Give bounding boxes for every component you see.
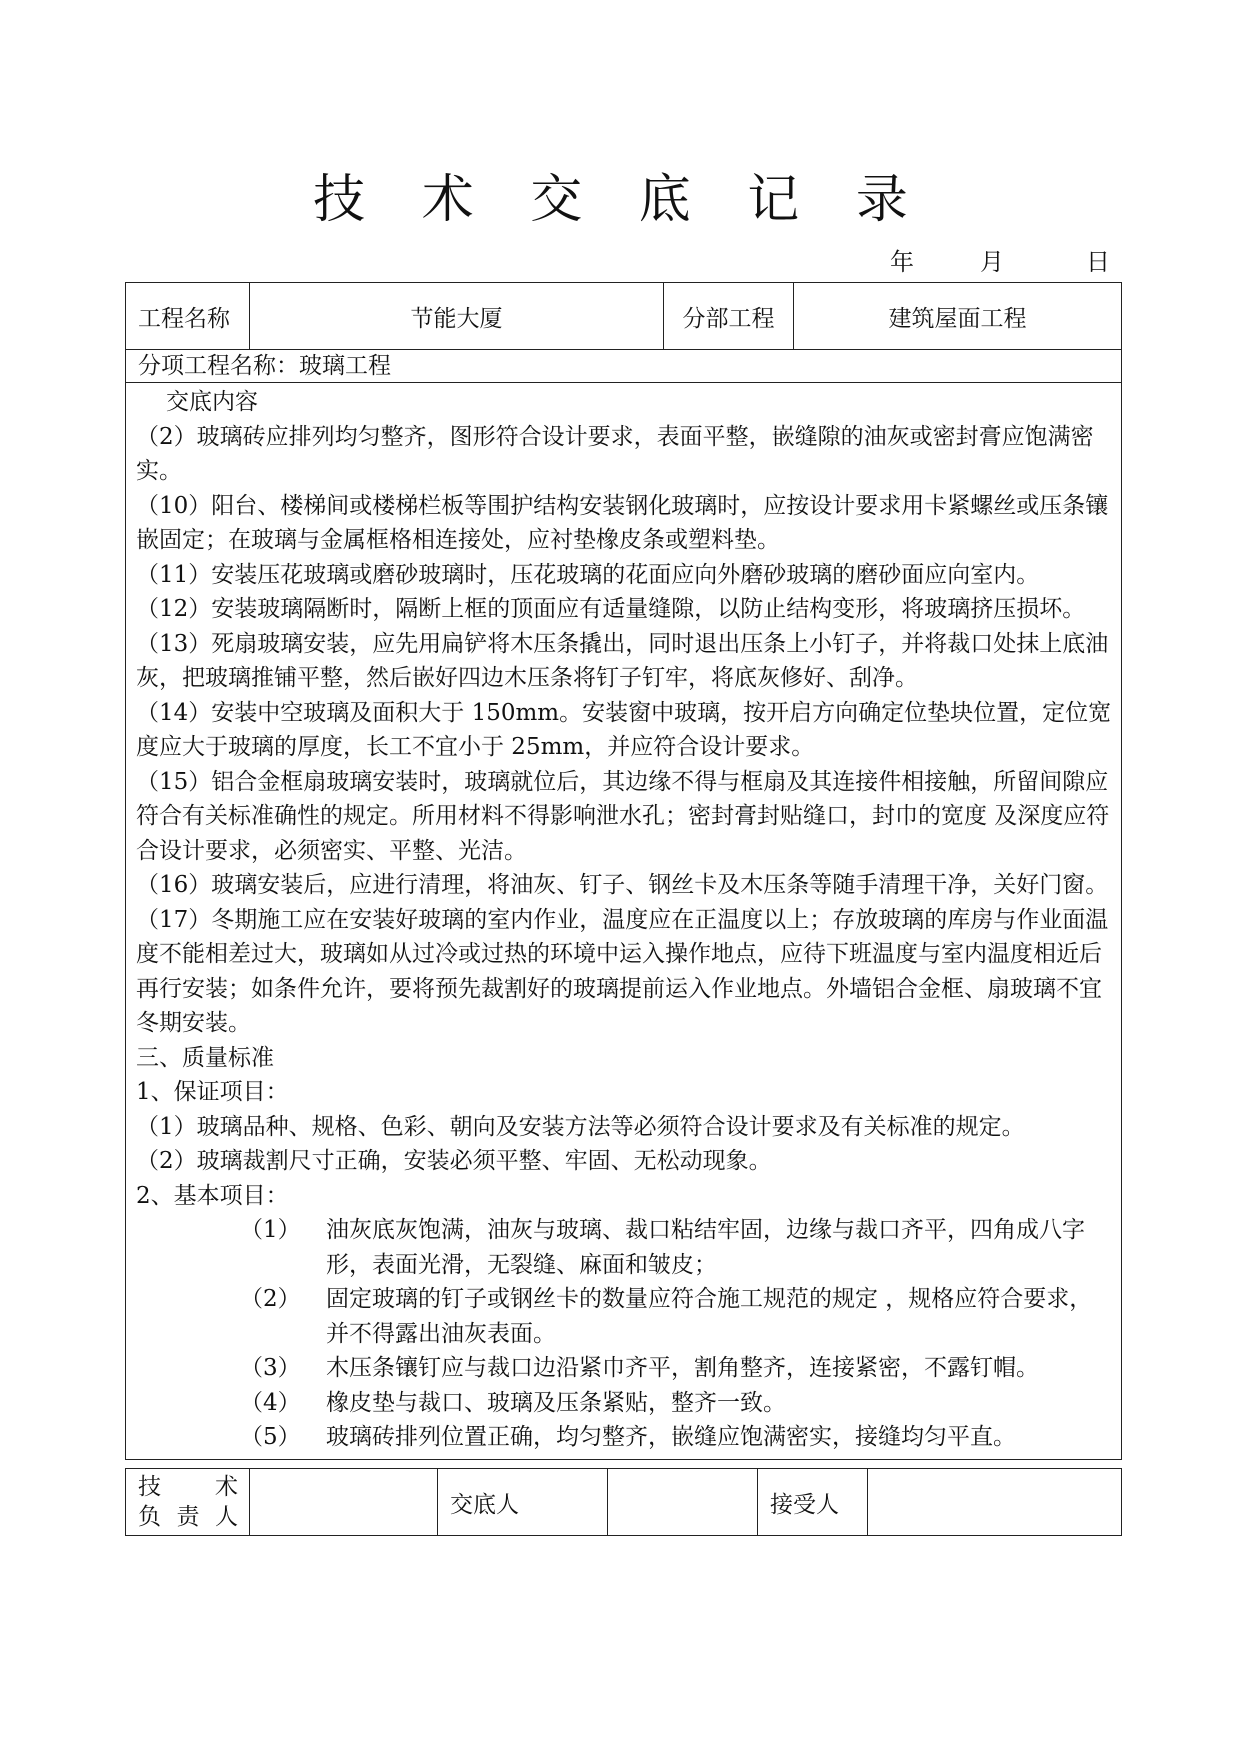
basic-item-number: （5） xyxy=(240,1424,301,1450)
basic-item xyxy=(136,1420,1113,1455)
content-paragraph: （15）铝合金框扇玻璃安装时，玻璃就位后，其边缘不得与框扇及其连接件相接触，所留间隙应符合有关标准确性的规定。所用材料不得影响泄水孔；密封膏封贴缝口，封巾的宽度 及深度应符合设计要求，必须密实、平整、光洁。 xyxy=(136,768,1110,864)
content-paragraph: （2）玻璃砖应排列均匀整齐，图形符合设计要求，表面平整，嵌缝隙的油灰或密封膏应饱满密实。 xyxy=(136,423,1094,484)
content-paragraph: （14）安装中空玻璃及面积大于 150mm。安装窗中玻璃，按开启方向确定位垫块位置，定位宽度应大于玻璃的厚度，长工不宜小于 25mm，并应符合设计要求。 xyxy=(136,699,1112,760)
content-paragraph: （10）阳台、楼梯间或楼梯栏板等围护结构安装钢化玻璃时，应按设计要求用卡紧螺丝或压条镶嵌固定；在玻璃与金属框格相连接处，应衬垫橡皮条或塑料垫。 xyxy=(136,492,1109,553)
basic-item-text: 油灰底灰饱满，油灰与玻璃、裁口粘结牢固，边缘与裁口齐平，四角成八字形，表面光滑，无裂缝、麻面和皱皮； xyxy=(326,1217,1085,1278)
receiver-signature-field[interactable] xyxy=(868,1469,1122,1536)
project-name-label: 工程名称 xyxy=(126,283,250,350)
tech-lead-char: 负 xyxy=(138,1504,161,1530)
tech-lead-char: 技 xyxy=(138,1474,161,1500)
basic-item-number: （4） xyxy=(240,1389,301,1416)
basic-item-number: （1） xyxy=(240,1217,301,1243)
content-paragraph: （12）安装玻璃隔断时，隔断上框的顶面应有适量缝隙，以防止结构变形，将玻璃挤压损坏。 xyxy=(136,596,1086,622)
division-value: 建筑屋面工程 xyxy=(794,283,1122,350)
basic-item xyxy=(136,1282,1113,1351)
disclosure-table xyxy=(125,282,1122,1460)
content-row xyxy=(126,383,1122,1460)
handover-label: 交底人 xyxy=(438,1469,608,1536)
date-year-label: 年 xyxy=(890,248,914,276)
handover-signature-field[interactable] xyxy=(608,1469,758,1536)
content-paragraph: （11）安装压花玻璃或磨砂玻璃时，压花玻璃的花面应向外磨砂玻璃的磨砂面应向室内。 xyxy=(136,561,1040,588)
receiver-label: 接受人 xyxy=(758,1469,868,1536)
header-row xyxy=(126,283,1122,350)
basic-item-text: 固定玻璃的钉子或钢丝卡的数量应符合施工规范的规定 ，规格应符合要求，并不得露出油灰表面。 xyxy=(326,1286,1093,1347)
basic-item-text: 橡皮垫与裁口、玻璃及压条紧贴，整齐一致。 xyxy=(326,1389,786,1416)
tech-lead-char: 术 xyxy=(215,1474,238,1500)
basic-item xyxy=(136,1351,1113,1386)
basic-item-text: 木压条镶钉应与裁口边沿紧巾齐平，割角整齐，连接紧密，不露钉帽。 xyxy=(326,1355,1039,1381)
date-day-label: 日 xyxy=(1086,248,1110,276)
signature-row xyxy=(126,1469,1122,1536)
quality-heading: 三、质量标准 xyxy=(136,1044,274,1071)
content-heading: 交底内容 xyxy=(166,389,258,415)
content-paragraph: （13）死扇玻璃安装，应先用扁铲将木压条撬出，同时退出压条上小钉子，并将裁口处抹上底油灰，把玻璃推铺平整，然后嵌好四边木压条将钉子钉牢，将底灰修好、刮净。 xyxy=(136,630,1109,691)
project-name-value: 节能大厦 xyxy=(250,283,664,350)
content-paragraph: （17）冬期施工应在安装好玻璃的室内作业，温度应在正温度以上；存放玻璃的库房与作业面温度不能相差过大，玻璃如从过冷或过热的环境中运入操作地点，应待下班温度与室内温度相近后再行安装；如条件允许，要将预先裁割好的玻璃提前运入作业地点。外墙铝合金框、扇玻璃不宜冬期安装。 xyxy=(136,906,1109,1036)
content-cell xyxy=(126,383,1122,1460)
guarantee-heading: 1、保证项目： xyxy=(136,1079,289,1105)
date-month-label: 月 xyxy=(980,248,1004,276)
document-title: 技 术 交 底 记 录 xyxy=(313,170,928,230)
content-paragraph: （16）玻璃安装后，应进行清理，将油灰、钉子、钢丝卡及木压条等随手清理干净，关好门窗。 xyxy=(136,872,1109,898)
basic-item-number: （2） xyxy=(240,1286,301,1312)
signature-table xyxy=(125,1468,1122,1536)
basic-item xyxy=(136,1213,1113,1282)
guarantee-item: （1）玻璃品种、规格、色彩、朝向及安装方法等必须符合设计要求及有关标准的规定。 xyxy=(136,1113,1025,1140)
tech-lead-char: 人 xyxy=(215,1504,238,1530)
guarantee-item: （2）玻璃裁割尺寸正确，安装必须平整、牢固、无松动现象。 xyxy=(136,1148,772,1174)
subitem-row xyxy=(126,350,1122,383)
tech-lead-char: 责 xyxy=(176,1504,200,1530)
division-label: 分部工程 xyxy=(664,283,794,350)
subitem-name: 分项工程名称：玻璃工程 xyxy=(126,350,1122,383)
basic-heading: 2、基本项目： xyxy=(136,1182,289,1209)
basic-item-text: 玻璃砖排列位置正确，均匀整齐，嵌缝应饱满密实，接缝均匀平直。 xyxy=(326,1424,1016,1450)
tech-lead-signature-field[interactable] xyxy=(250,1469,438,1536)
tech-lead-label xyxy=(126,1469,250,1536)
basic-item xyxy=(136,1386,1113,1421)
basic-item-number: （3） xyxy=(240,1355,301,1381)
